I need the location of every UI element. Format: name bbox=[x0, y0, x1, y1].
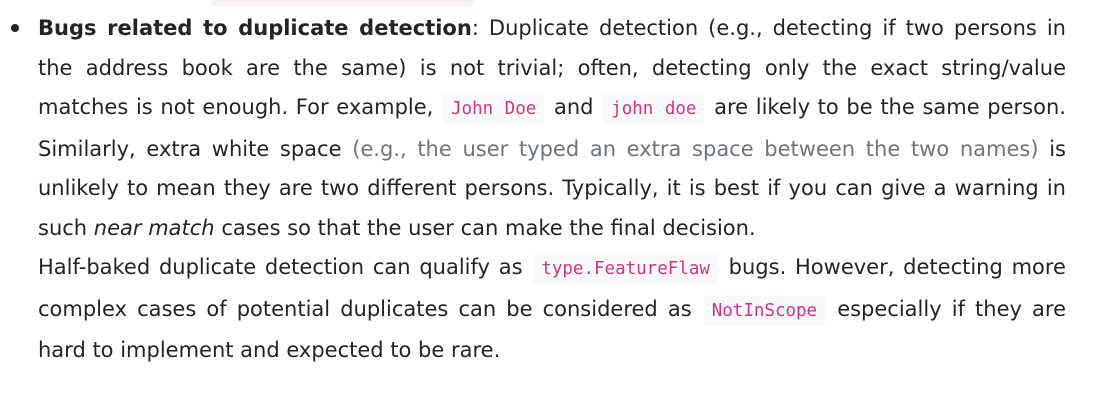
paragraph-text: : Duplicate detection (e.g., detecting if two persons in the address book are the same) is not trivial; often, detecting only the exact string/value matches is not enough. For example, bbox=[38, 16, 1066, 119]
bullet-point-icon bbox=[11, 24, 19, 32]
emphasis-text: near match bbox=[93, 215, 215, 240]
bullet-list bbox=[0, 9, 1093, 371]
paragraph-duplicate-detection bbox=[38, 9, 1066, 248]
inline-code: type.FeatureFlaw bbox=[533, 254, 718, 284]
inline-code: John Doe bbox=[443, 94, 544, 124]
previous-code-fragment bbox=[212, 0, 474, 6]
item-heading: Bugs related to duplicate detection bbox=[38, 16, 472, 40]
paragraph-scope bbox=[38, 248, 1066, 371]
paragraph-text: are likely to be the same person. Similarly, extra white space bbox=[38, 95, 1066, 161]
paragraph-text: is unlikely to mean they are two different persons. Typically, it is best if you can give a warning in such bbox=[38, 136, 1066, 240]
paragraph-text: and bbox=[553, 95, 594, 119]
muted-note: (e.g., the user typed an extra space between the two names) bbox=[352, 136, 1039, 161]
paragraph-text: especially if they are hard to implement and expected to be rare. bbox=[38, 296, 1066, 362]
paragraph-text: bugs. However, detecting more complex cases of potential duplicates can be considered as bbox=[38, 255, 1066, 321]
document-body bbox=[0, 9, 1093, 371]
inline-code: NotInScope bbox=[704, 296, 825, 326]
inline-code: john doe bbox=[603, 94, 704, 124]
paragraph-text: cases so that the user can make the final decision. bbox=[221, 215, 756, 240]
list-item bbox=[0, 9, 1093, 371]
paragraph-text: Half-baked duplicate detection can qualify as bbox=[38, 255, 523, 279]
